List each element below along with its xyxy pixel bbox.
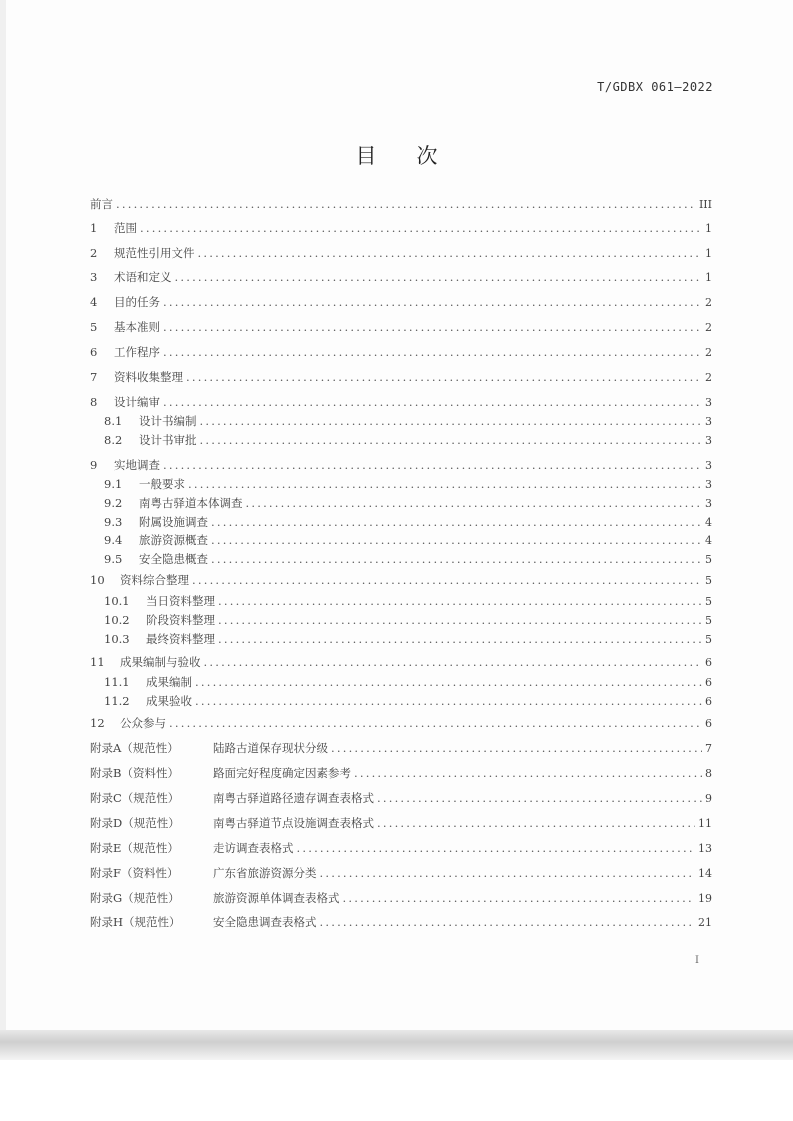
toc-entry-number: 6 <box>90 345 98 359</box>
toc-entry-label: 南粤古驿道本体调查 <box>139 496 243 510</box>
toc-entry-number: 1 <box>90 221 98 235</box>
toc-entry-label: 资料收集整理 <box>114 370 183 384</box>
dot-leader <box>218 632 702 646</box>
toc-entry-number: 11.1 <box>104 675 130 689</box>
toc-entry[interactable] <box>104 612 712 628</box>
toc-entry[interactable] <box>90 840 712 856</box>
toc-entry[interactable] <box>90 765 712 781</box>
toc-entry[interactable] <box>90 572 712 588</box>
toc-entry-number: 附录F（资料性） <box>90 866 179 880</box>
toc-entry-page: 6 <box>705 676 712 689</box>
dot-leader <box>218 594 702 608</box>
toc-entry-label: 基本准则 <box>114 320 160 334</box>
toc-entry-number: 附录B（资料性） <box>90 766 179 780</box>
toc-entry-label: 工作程序 <box>114 345 160 359</box>
toc-entry-number: 11 <box>90 655 105 669</box>
toc-entry-label: 设计编审 <box>114 395 160 409</box>
dot-leader <box>188 477 702 491</box>
toc-entry-label: 设计书审批 <box>139 433 197 447</box>
page-number: I <box>695 955 699 966</box>
dot-leader <box>200 414 703 428</box>
toc-entry-label: 实地调查 <box>114 458 160 472</box>
toc-entry[interactable] <box>90 220 712 236</box>
toc-entry[interactable] <box>90 394 712 410</box>
toc-entry-page: 3 <box>705 497 712 510</box>
toc-entry[interactable] <box>104 476 712 492</box>
toc-entry-label: 走访调查表格式 <box>213 841 294 855</box>
toc-entry-number: 附录G（规范性） <box>90 891 180 905</box>
dot-leader <box>195 694 702 708</box>
toc-entry-page: 5 <box>705 595 712 608</box>
toc-entry-page: 1 <box>705 222 712 235</box>
toc-entry-number: 10.1 <box>104 594 130 608</box>
toc-entry-label: 旅游资源单体调查表格式 <box>213 891 340 905</box>
toc-entry[interactable] <box>104 532 712 548</box>
toc-entry-page: 14 <box>698 867 712 880</box>
toc-entry-number: 附录C（规范性） <box>90 791 180 805</box>
dot-leader <box>169 716 702 730</box>
toc-entry-page: 21 <box>698 916 712 929</box>
toc-entry-number: 9.5 <box>104 552 123 566</box>
toc-entry[interactable] <box>104 495 712 511</box>
toc-entry-label: 陆路古道保存现状分级 <box>213 741 328 755</box>
document-code: T/GDBX 061—2022 <box>597 80 713 94</box>
toc-entry-page: 4 <box>705 516 712 529</box>
toc-entry-page: 2 <box>705 346 712 359</box>
dot-leader <box>163 458 702 472</box>
toc-entry[interactable] <box>104 674 712 690</box>
toc-entry-page: 6 <box>705 695 712 708</box>
toc-entry-page: 4 <box>705 534 712 547</box>
dot-leader <box>320 915 696 929</box>
title-char: 目 <box>355 144 377 168</box>
toc-entry-number: 5 <box>90 320 98 334</box>
toc-entry-number: 3 <box>90 270 98 284</box>
toc-entry-number: 8.1 <box>104 414 123 428</box>
toc-entry-number: 附录D（规范性） <box>90 816 180 830</box>
toc-entry-label: 安全隐患调查表格式 <box>213 915 317 929</box>
toc-entry-page: III <box>698 198 712 211</box>
toc-entry-label: 成果验收 <box>146 694 192 708</box>
toc-entry-label: 目的任务 <box>114 295 160 309</box>
toc-entry[interactable] <box>90 914 712 930</box>
toc-entry-number: 10.2 <box>104 613 130 627</box>
toc-entry[interactable] <box>104 413 712 429</box>
dot-leader <box>163 395 702 409</box>
toc-entry-page: 5 <box>705 633 712 646</box>
toc-entry-page: 5 <box>705 553 712 566</box>
toc-entry-page: 11 <box>698 817 712 830</box>
dot-leader <box>116 197 696 211</box>
toc-entry-number: 9 <box>90 458 98 472</box>
toc-entry[interactable] <box>104 432 712 448</box>
toc-entry[interactable] <box>90 369 712 385</box>
toc-entry-page: 6 <box>705 717 712 730</box>
toc-entry-number: 12 <box>90 716 105 730</box>
toc-entry-number: 9.1 <box>104 477 123 491</box>
toc-entry-label: 南粤古驿道路径遗存调查表格式 <box>213 791 374 805</box>
toc-entry-label: 规范性引用文件 <box>114 246 195 260</box>
toc-entry[interactable] <box>104 631 712 647</box>
toc-entry[interactable] <box>90 196 712 212</box>
toc-entry-label: 最终资料整理 <box>146 632 215 646</box>
toc-entry-page: 2 <box>705 321 712 334</box>
toc-entry-label: 公众参与 <box>120 716 166 730</box>
toc-entry-page: 1 <box>705 271 712 284</box>
dot-leader <box>200 433 703 447</box>
page-title <box>0 140 793 170</box>
dot-leader <box>211 533 702 547</box>
toc-entry-label: 资料综合整理 <box>120 573 189 587</box>
toc-entry[interactable] <box>90 790 712 806</box>
toc-entry[interactable] <box>90 715 712 731</box>
toc-entry-number: 9.2 <box>104 496 123 510</box>
toc-entry-label: 成果编制 <box>146 675 192 689</box>
toc-entry-number: 4 <box>90 295 98 309</box>
dot-leader <box>195 675 702 689</box>
toc-entry-label: 术语和定义 <box>114 270 172 284</box>
toc-entry-page: 2 <box>705 371 712 384</box>
toc-entry[interactable] <box>90 740 712 756</box>
toc-entry-number: 9.4 <box>104 533 123 547</box>
dot-leader <box>163 320 702 334</box>
dot-leader <box>211 552 702 566</box>
toc-entry-label: 前言 <box>90 197 113 211</box>
scan-shadow <box>0 1030 793 1060</box>
toc-entry-label: 设计书编制 <box>139 414 197 428</box>
toc-entry-number: 附录H（规范性） <box>90 915 181 929</box>
toc-entry-label: 南粤古驿道节点设施调查表格式 <box>213 816 374 830</box>
dot-leader <box>331 741 702 755</box>
dot-leader <box>211 515 702 529</box>
toc-entry-page: 5 <box>705 574 712 587</box>
dot-leader <box>186 370 702 384</box>
toc-entry-page: 3 <box>705 478 712 491</box>
toc-entry-page: 3 <box>705 434 712 447</box>
toc-entry-page: 6 <box>705 656 712 669</box>
toc-entry-label: 阶段资料整理 <box>146 613 215 627</box>
toc-entry[interactable] <box>90 815 712 831</box>
toc-entry[interactable] <box>104 514 712 530</box>
toc-entry-page: 19 <box>698 892 712 905</box>
toc-entry-label: 安全隐患概查 <box>139 552 208 566</box>
toc-entry[interactable] <box>104 593 712 609</box>
toc-entry[interactable] <box>90 865 712 881</box>
dot-leader <box>175 270 703 284</box>
toc-entry[interactable] <box>90 245 712 261</box>
toc-entry-page: 7 <box>705 742 712 755</box>
toc-entry-page: 2 <box>705 296 712 309</box>
toc-entry-number: 7 <box>90 370 98 384</box>
toc-entry-page: 3 <box>705 459 712 472</box>
toc-entry-label: 路面完好程度确定因素参考 <box>213 766 351 780</box>
toc-entry-number: 附录E（规范性） <box>90 841 179 855</box>
dot-leader <box>320 866 696 880</box>
toc-entry-number: 10 <box>90 573 105 587</box>
toc-entry[interactable] <box>90 294 712 310</box>
toc-entry-page: 3 <box>705 396 712 409</box>
toc-entry-page: 8 <box>705 767 712 780</box>
dot-leader <box>377 816 695 830</box>
dot-leader <box>297 841 696 855</box>
toc-entry[interactable] <box>90 890 712 906</box>
toc-entry-number: 附录A（规范性） <box>90 741 179 755</box>
dot-leader <box>163 345 702 359</box>
toc-entry-label: 范围 <box>114 221 137 235</box>
toc-entry-number: 11.2 <box>104 694 130 708</box>
toc-entry[interactable] <box>90 654 712 670</box>
toc-entry-label: 广东省旅游资源分类 <box>213 866 317 880</box>
toc-entry[interactable] <box>90 344 712 360</box>
toc-entry-page: 9 <box>705 792 712 805</box>
dot-leader <box>343 891 696 905</box>
toc-entry-label: 旅游资源概查 <box>139 533 208 547</box>
dot-leader <box>354 766 702 780</box>
toc-entry-label: 附属设施调查 <box>139 515 208 529</box>
dot-leader <box>246 496 703 510</box>
toc-entry-page: 3 <box>705 415 712 428</box>
toc-entry[interactable] <box>104 551 712 567</box>
dot-leader <box>198 246 703 260</box>
toc-entry[interactable] <box>104 693 712 709</box>
dot-leader <box>140 221 702 235</box>
toc-entry[interactable] <box>90 269 712 285</box>
title-char: 次 <box>416 144 438 168</box>
toc-entry-page: 1 <box>705 247 712 260</box>
toc-entry-number: 2 <box>90 246 98 260</box>
toc-entry[interactable] <box>90 457 712 473</box>
toc-entry-number: 10.3 <box>104 632 130 646</box>
toc-entry-page: 13 <box>698 842 712 855</box>
toc-entry-label: 成果编制与验收 <box>120 655 201 669</box>
toc-entry-label: 一般要求 <box>139 477 185 491</box>
toc-entry-page: 5 <box>705 614 712 627</box>
toc-entry-label: 当日资料整理 <box>146 594 215 608</box>
toc-entry-number: 8 <box>90 395 98 409</box>
blank-area <box>0 1060 793 1121</box>
toc-entry-number: 9.3 <box>104 515 123 529</box>
toc-entry[interactable] <box>90 319 712 335</box>
dot-leader <box>377 791 702 805</box>
dot-leader <box>163 295 702 309</box>
dot-leader <box>204 655 703 669</box>
dot-leader <box>218 613 702 627</box>
toc-entry-number: 8.2 <box>104 433 123 447</box>
dot-leader <box>192 573 702 587</box>
